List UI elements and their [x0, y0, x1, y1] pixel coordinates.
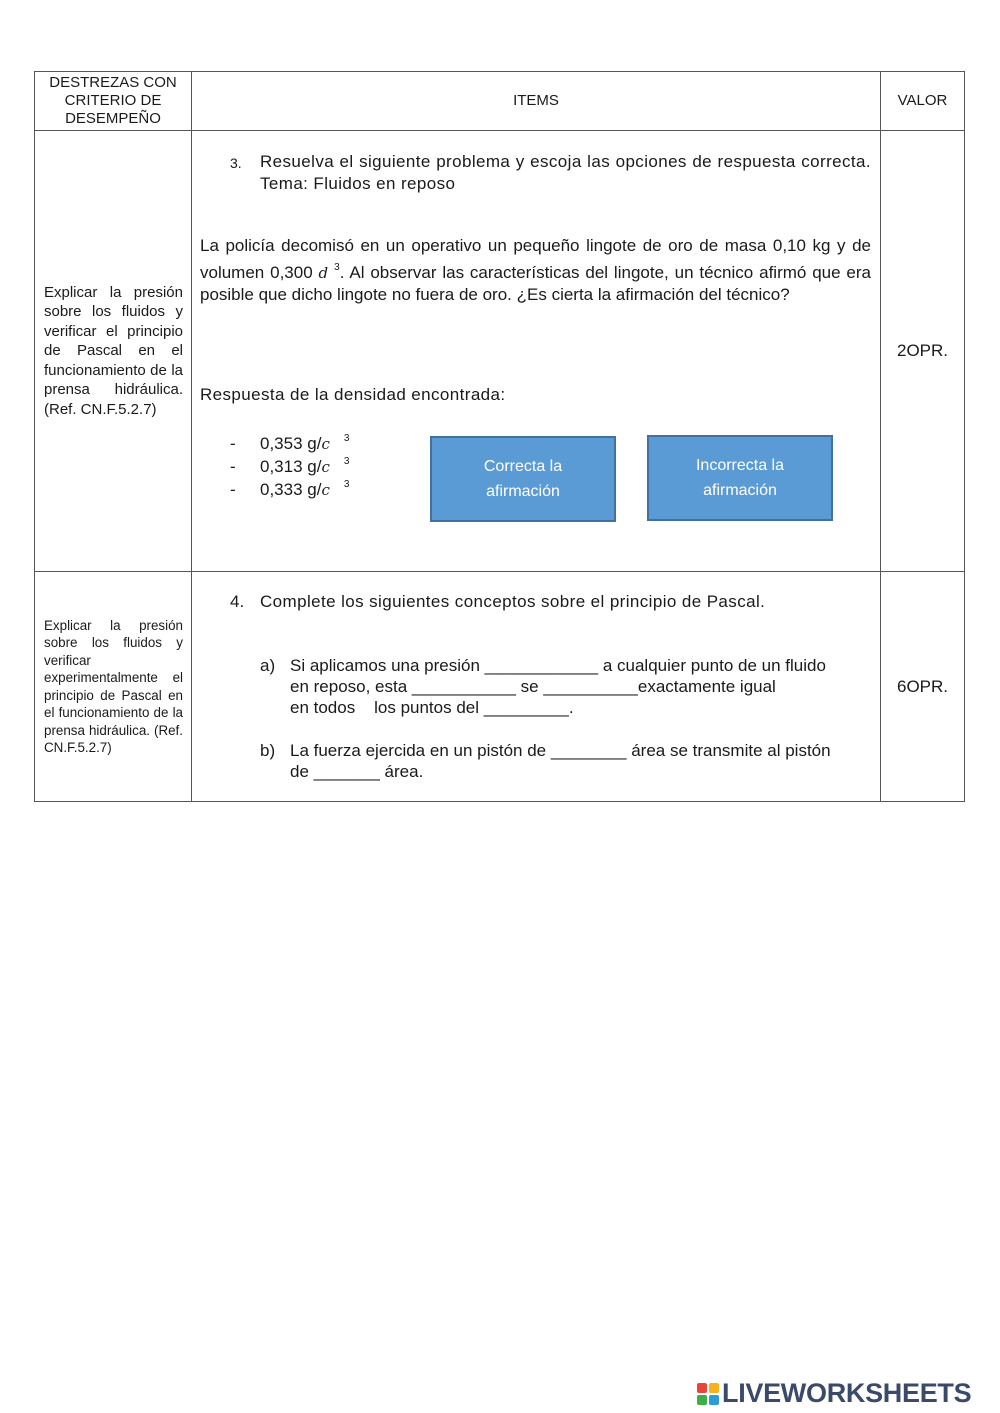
option-value: 0,313 g/	[260, 457, 322, 476]
density-option[interactable]	[230, 474, 349, 501]
header-items: ITEMS	[192, 72, 881, 131]
item-b-line[interactable]: La fuerza ejercida en un pistón de ________ área se transmite al pistón	[290, 741, 831, 760]
option-unit: c	[321, 435, 330, 453]
item-b-label: b)	[260, 741, 276, 760]
question-text: Resuelva el siguiente problema y escoja las opciones de respuesta correcta. Tema: Fluidos en reposo	[260, 152, 871, 193]
header-value: VALOR	[881, 72, 965, 131]
liveworksheets-logo-icon	[697, 1383, 719, 1405]
item-a-label: a)	[260, 656, 276, 675]
skill-description: Explicar la presión sobre los fluidos y verificar el principio de Pascal en el funcionamiento de la prensa hidráulica. (Ref. CN.F.5.2.7)	[35, 131, 192, 572]
item-a-line[interactable]: en reposo, esta ___________ se __________exactamente igual	[290, 677, 776, 696]
option-bullet: -	[230, 480, 236, 499]
items-cell	[192, 572, 881, 802]
item-a-line[interactable]: en todos los puntos del _________.	[290, 698, 574, 717]
option-bullet: -	[230, 457, 236, 476]
volume-exponent: 3	[334, 262, 340, 273]
problem-part2: . Al observar las características del lingote, un técnico afirmó que era posible que dicho lingote no fuera de oro. ¿Es cierta la afirmación del técnico?	[200, 263, 871, 304]
logo-square	[709, 1395, 719, 1405]
option-exponent: 3	[343, 479, 350, 490]
question-text: Complete los siguientes conceptos sobre el principio de Pascal.	[260, 592, 766, 611]
items-cell	[192, 131, 881, 572]
item-value: 2OPR.	[881, 131, 965, 572]
problem-statement	[200, 235, 871, 306]
option-value: 0,333 g/	[260, 480, 322, 499]
logo-square	[697, 1383, 707, 1393]
question-number: 4.	[230, 592, 245, 611]
brand-name: LIVEWORKSHEETS	[722, 1378, 972, 1408]
option-bullet: -	[230, 434, 236, 453]
logo-square	[709, 1383, 719, 1393]
evaluation-table	[34, 71, 965, 802]
problem-part1: La policía decomisó en un operativo un pequeño lingote de oro de masa 0,10 kg y de volumen 0,300	[200, 236, 871, 282]
volume-unit: d	[318, 264, 329, 282]
density-prompt: Respuesta de la densidad encontrada:	[200, 385, 506, 404]
logo-square	[697, 1395, 707, 1405]
question-number: 3.	[230, 155, 242, 171]
header-skills: DESTREZAS CON CRITERIO DE DESEMPEÑO	[35, 72, 192, 131]
incorrect-answer-button[interactable]	[647, 435, 833, 521]
correct-answer-label: Correcta la afirmación	[483, 458, 563, 500]
table-header-row	[35, 72, 965, 131]
item-a-line[interactable]: Si aplicamos una presión ____________ a cualquier punto de un fluido	[290, 656, 826, 675]
option-exponent: 3	[343, 433, 350, 444]
skill-description: Explicar la presión sobre los fluidos y verificar experimentalmente el principio de Pascal en el funcionamiento de la prensa hidráulica. (Ref. CN.F.5.2.7)	[35, 572, 192, 802]
item-b-line[interactable]: de _______ área.	[290, 762, 424, 781]
liveworksheets-brand[interactable]	[697, 1378, 971, 1409]
option-unit: c	[321, 458, 330, 476]
table-row	[35, 131, 965, 572]
item-value: 6OPR.	[881, 572, 965, 802]
correct-answer-button[interactable]	[430, 436, 616, 522]
option-unit: c	[321, 481, 330, 499]
incorrect-answer-label: Incorrecta la afirmación	[695, 457, 785, 499]
option-exponent: 3	[343, 456, 350, 467]
option-value: 0,353 g/	[260, 434, 322, 453]
table-row	[35, 572, 965, 802]
